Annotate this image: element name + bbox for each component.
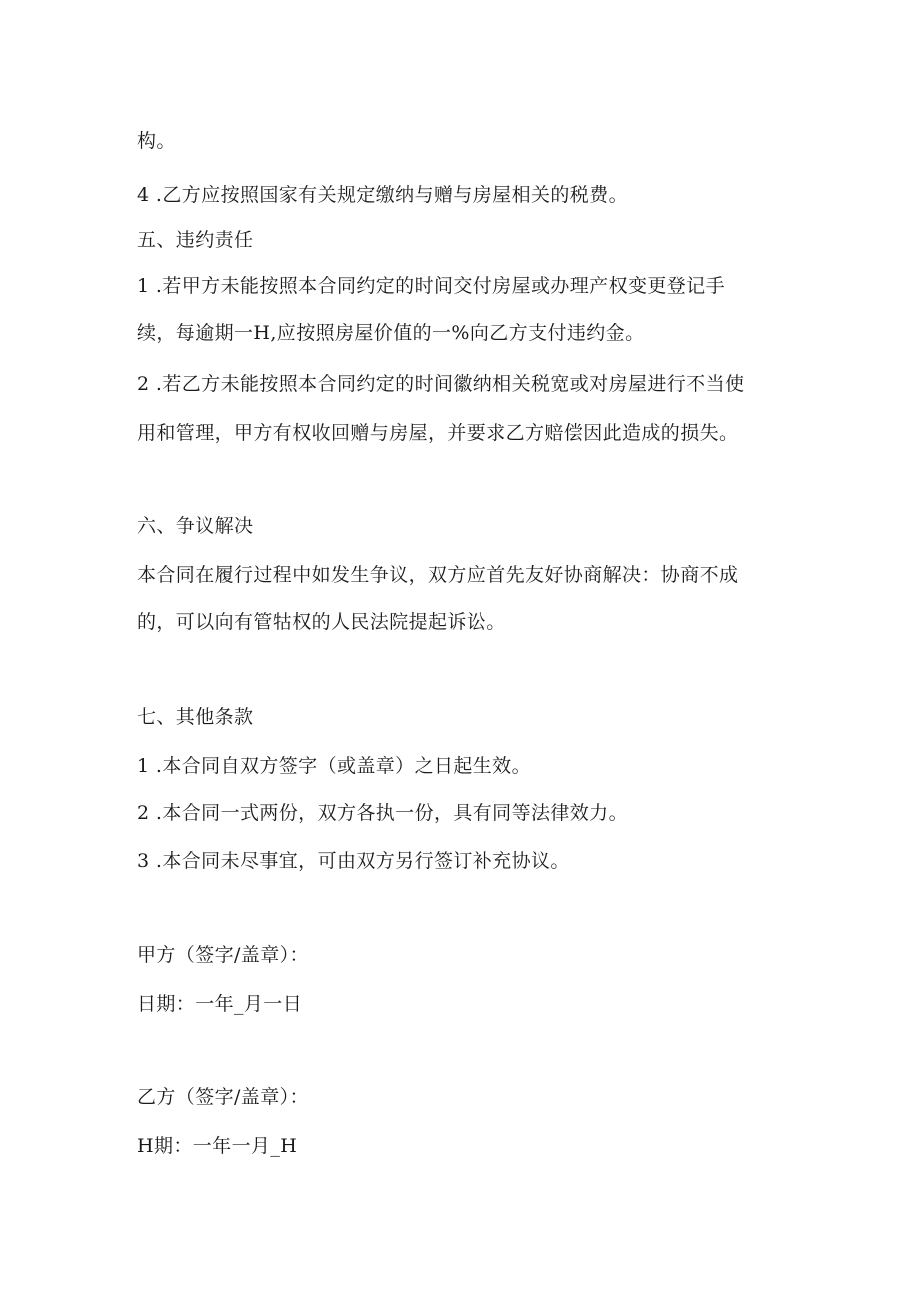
dispute-text-line-1: 本合同在履行过程中如发生争议，双方应首先友好协商解决：协商不成 (137, 564, 739, 586)
text-line-continuation: 构。 (137, 130, 176, 152)
clause-5-1-line-2: 续，每逾期一H,应按照房屋价值的一%向乙方支付违约金。 (137, 322, 645, 344)
clause-7-2: 2 .本合同一式两份，双方各执一份，具有同等法律效力。 (137, 802, 628, 824)
party-a-date: 日期：一年_月一日 (137, 993, 303, 1015)
clause-7-1: 1 .本合同自双方签字（或盖章）之日起生效。 (137, 755, 531, 777)
party-b-date: H期：一年一月_H (137, 1135, 298, 1157)
clause-4-4-tax: 4 .乙方应按照国家有关规定缴纳与赠与房屋相关的税费。 (137, 184, 628, 206)
clause-7-3: 3 .本合同未尽事宜，可由双方另行签订补充协议。 (137, 850, 570, 872)
clause-5-2-line-1: 2 .若乙方未能按照本合同约定的时间徽纳相关税宽或对房屋进行不当使 (137, 373, 745, 395)
section-heading-other: 七、其他条款 (137, 706, 254, 728)
dispute-text-line-2: 的，可以向有管牯权的人民法院提起诉讼。 (137, 611, 506, 633)
party-b-signature: 乙方（签字/盖章）： (137, 1086, 309, 1108)
section-heading-breach: 五、违约责任 (137, 229, 254, 251)
section-heading-dispute: 六、争议解决 (137, 515, 254, 537)
party-a-signature: 甲方（签字/盖章）： (137, 944, 309, 966)
clause-5-2-line-2: 用和管理，甲方有权收回赠与房屋，并要求乙方赔偿因此造成的损失。 (137, 422, 739, 444)
clause-5-1-line-1: 1 .若甲方未能按照本合同约定的时间交付房屋或办理产权变更登记手 (137, 275, 725, 297)
